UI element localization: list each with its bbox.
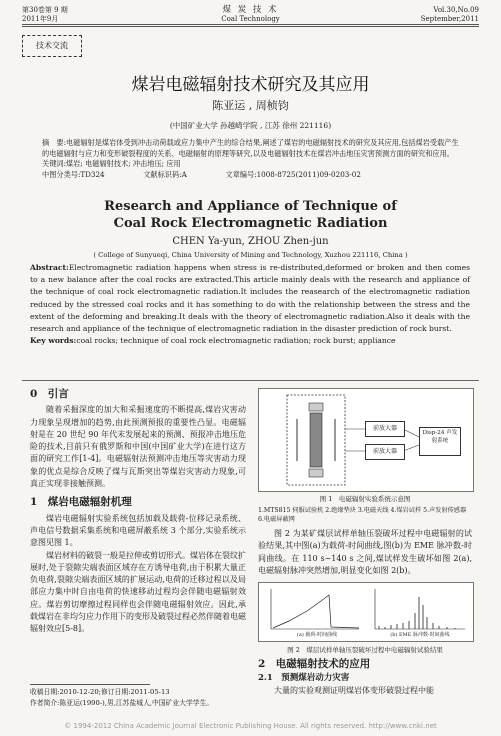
section-2-heading: 2 电磁辐射技术的应用 xyxy=(258,658,371,670)
keywords-en-label: Key words: xyxy=(30,336,77,346)
affiliation-en: ( College of Sunyueqi, China University of Mining and Technology, Xuzhou 221116, China ) xyxy=(93,251,408,259)
journal-name-en: Coal Technology xyxy=(221,15,280,23)
figure-2a-label: (a) 载荷-时间曲线 xyxy=(296,632,338,638)
paper-title-cn: 煤岩电磁辐射技术研究及其应用 xyxy=(131,75,370,95)
load-time-curve xyxy=(273,595,359,628)
figure-2a-plot xyxy=(271,589,359,629)
received-date: 收稿日期:2010-12-20;修订日期:2011-05-13 xyxy=(30,688,170,696)
section-1-heading: 1 煤岩电磁辐射机理 xyxy=(30,496,132,509)
keywords-en xyxy=(30,335,470,347)
figure-2b-plot xyxy=(375,589,465,629)
section-0-heading: 0 引言 xyxy=(30,388,69,400)
preamp-box-1: 前放大器 xyxy=(365,421,405,437)
keywords-cn: 关键词:煤岩; 电磁辐射技术; 冲击地压; 应用 xyxy=(42,159,181,168)
section-1-paragraph-1: 煤岩电磁辐射实验系统包括加载及载荷-位移记录系统、声电信号数据采集系统和电磁屏蔽系统 3 个部分,实验系统示意图见图 1。 xyxy=(30,513,246,548)
column-badge: 技术交流 xyxy=(22,35,82,57)
title-en-line-2: Coal Rock Electromagnetic Radiation xyxy=(113,216,388,231)
section-0-paragraph: 随着采掘深度的加大和采掘速度的不断提高,煤岩灾害动力现象呈现增加的趋势,由此预测预报的重要性凸显。电磁辐射是在 20 世纪 90 年代末发展起来的预测、预报冲击地压危险的技术,目前只有俄罗斯和中国(中国矿业大学)在进行这方面的研究工作[1-4]。电磁辐射法预测冲击地压等灾害动力现象的优点是综合反映了煤与瓦斯突出等煤岩灾害动力现象,可真正实现非接触预测。 xyxy=(30,405,246,489)
header-rule-thin xyxy=(22,26,479,27)
abstract-en-label: Abstract: xyxy=(30,263,69,272)
title-en-line-1: Research and Appliance of Technique of xyxy=(104,199,397,214)
figure-2-caption: 图 2 煤层试样单轴压裂破坏过程中电磁辐射试验结果 xyxy=(287,646,443,654)
clc-number: 中图分类号:TD324 xyxy=(42,169,105,179)
footnote xyxy=(30,687,250,709)
abstract-separator xyxy=(22,380,479,381)
ae-system-box: Disp-24 声发射系统 xyxy=(419,427,461,456)
figure-2-description: 图 2 为某矿煤层试样单轴压裂破坏过程中电磁辐射的试验结果,其中图(a)为载荷-时间曲线,图(b)为 EME 脉冲数-时间曲线。在 110 s~140 s 之间,煤试样发生破坏如图 2(a),电磁辐射脉冲突然增加,明显变化如图 2(b)。 xyxy=(258,529,472,575)
abstract-en xyxy=(30,262,470,335)
date-cn: 2011年9月 xyxy=(22,15,59,23)
section-2-1-paragraph: 大量的实验观测证明煤岩体变形破裂过程中能 xyxy=(274,685,434,695)
article-number: 文章编号:1008-8725(2011)09-0203-02 xyxy=(225,169,361,179)
press-head-top xyxy=(309,403,323,411)
author-bio: 作者简介:陈亚运(1990-),男,江苏盐城人,中国矿业大学学生。 xyxy=(30,699,214,707)
section-2-1-heading: 2.1 预测煤岩动力灾害 xyxy=(258,673,350,684)
classification-line xyxy=(42,170,462,181)
abstract-cn: 摘 要:电磁辐射是煤岩体受到冲击动荷载或应力集中产生的综合结果,阐述了煤岩的电磁辐射技术的研究及其应用,包括煤岩受载产生的电磁辐射与应力和变形破裂程度的关系、电磁辐射的原理等研究,以及电磁辐射技术在煤岩冲击地压灾害预测方面的研究和应用。 xyxy=(42,138,459,158)
eme-pulse-bars xyxy=(379,597,455,629)
abstract-cn-block xyxy=(42,138,462,180)
volume-cn: 第30卷第 9 期 xyxy=(22,6,68,14)
figure-2 xyxy=(258,582,474,642)
figure-1-legend: 1.MTS815 伺服试验机 2.绝缘垫块 3.电磁天线 4.煤岩试样 5.声发射传感器 6.电磁屏蔽网 xyxy=(258,507,467,523)
press-head-bottom xyxy=(309,469,323,477)
affiliation-cn: (中国矿业大学 孙越崎学院 , 江苏 徐州 221116) xyxy=(169,121,332,130)
footnote-rule xyxy=(30,684,150,685)
right-column-text xyxy=(258,528,472,577)
figure-1-caption: 图 1 电磁辐射实验系统示意图 xyxy=(319,495,411,503)
authors-cn: 陈亚运 , 周桢钧 xyxy=(212,99,289,112)
paper-title-en xyxy=(0,198,501,232)
header-rule xyxy=(22,24,479,25)
volume-en: Vol.30,No.09 xyxy=(433,6,479,14)
preamp-box-2: 前放大器 xyxy=(365,444,405,460)
rock-sample xyxy=(310,413,322,467)
abstract-en-text: Electromagnetic radiation happens when stress is re-distributed,deformed or broken and then comes to a new balance after the coal rocks are extracted.This article mainly deals with the research and appliance of the technique of coal rock electromagnetic radiation.It includes the reasearch of the electromagnetic radiation reduced by the stressed coal rocks and it has something to do with the relationship between the stress and the extent of the deforming and breaking.It deals with the theory of electromagnetic radiation.Also it deals with the research and appliance of the technique of electromagnetic radiation in the disaster prediction of rock burst. xyxy=(30,263,470,334)
keywords-en-text: coal rocks; technique of coal rock electromagnetic radiation; rock burst; appliance xyxy=(76,336,396,346)
figure-1 xyxy=(258,388,474,492)
copyright-watermark: © 1994-2012 China Academic Journal Electronic Publishing House. All rights reserved. http://www.cnki.net xyxy=(64,722,437,730)
abstract-en-block xyxy=(30,262,470,347)
figure-2b-label: (b) EME 脉冲数-时间曲线 xyxy=(390,632,450,638)
document-code: 文献标识码:A xyxy=(143,169,187,179)
authors-en: CHEN Ya-yun, ZHOU Zhen-jun xyxy=(172,236,329,247)
date-en: September,2011 xyxy=(420,15,479,23)
header-volume-en xyxy=(421,6,479,24)
journal-name-cn: 煤 炭 技 术 xyxy=(222,5,279,15)
section-2 xyxy=(258,658,472,697)
section-1-paragraph-2: 煤岩材料的破裂一般是拉伸或剪切形式。煤岩体在裂纹扩展时,处于裂隙尖端表面区域存在方诱导电荷,由于积累大量正负电荷,裂隙尖端表面区域的扩展运动,电荷的迁移过程以及局部应力集中时自由电荷的快速移动过程均会伴随电磁辐射效应。煤岩剪切摩擦过程同样也会伴随电磁辐射效应。因此,承载煤岩在非均匀应力作用下的变形及破裂过程必然伴随着电磁辐射效应[5-8]。 xyxy=(30,550,246,634)
left-column xyxy=(30,388,246,636)
